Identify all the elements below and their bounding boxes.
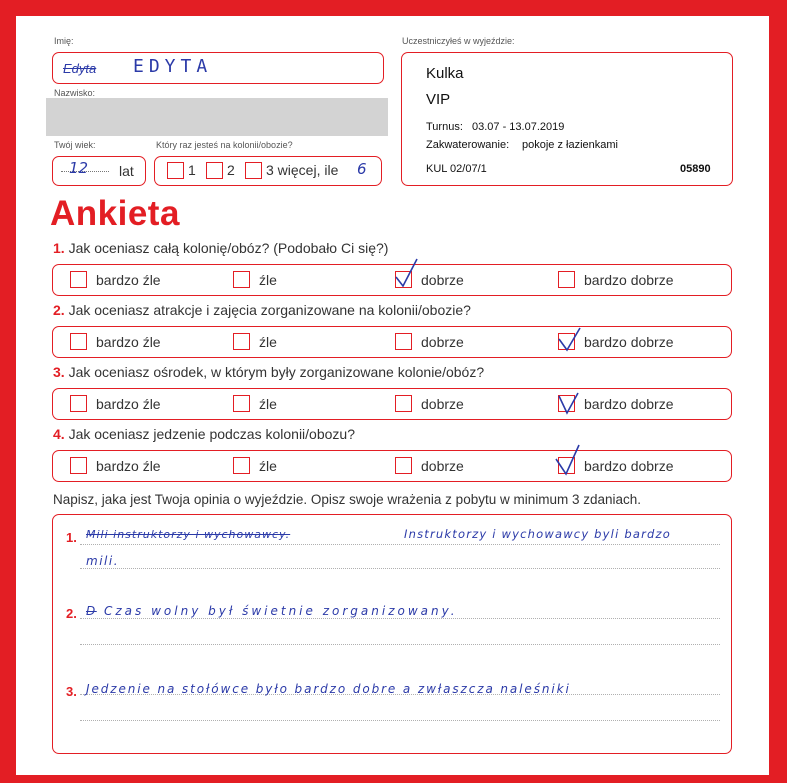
answer-3-number: 3. (66, 684, 77, 699)
times-opt1: 1 (188, 162, 196, 178)
accommodation-value: pokoje z łazienkami (522, 139, 618, 151)
q1-option-label: dobrze (421, 272, 464, 288)
q1-option-label: źle (259, 272, 277, 288)
question-3-options (52, 388, 732, 420)
participant-label: Uczestniczyłeś w wyjeździe: (402, 36, 515, 46)
question-2-options (52, 326, 732, 358)
q3-option-label: dobrze (421, 396, 464, 412)
q4-option-label: dobrze (421, 458, 464, 474)
q4-checkbox-zle[interactable] (233, 457, 250, 474)
ruled-line (80, 644, 720, 645)
trip-name: Kulka (426, 65, 464, 82)
question-4: 4. Jak oceniasz jedzenie podczas kolonii/obozu? (53, 426, 355, 442)
times-checkbox-1[interactable] (167, 162, 184, 179)
q1-checkbox-bardzo-zle[interactable] (70, 271, 87, 288)
q3-checkbox-dobrze[interactable] (395, 395, 412, 412)
q2-option-label: bardzo źle (96, 334, 161, 350)
q2-option-label: źle (259, 334, 277, 350)
question-4-options (52, 450, 732, 482)
times-checkbox-3[interactable] (245, 162, 262, 179)
q3-option-label: bardzo dobrze (584, 396, 674, 412)
q3-option-label: źle (259, 396, 277, 412)
surname-redacted (46, 98, 388, 136)
q1-option-label: bardzo dobrze (584, 272, 674, 288)
trip-number: 05890 (680, 163, 711, 175)
q1-option-label: bardzo źle (96, 272, 161, 288)
q4-option-label: źle (259, 458, 277, 474)
q2-checkbox-bardzo-zle[interactable] (70, 333, 87, 350)
q2-check-mark (556, 325, 582, 353)
question-1-options (52, 264, 732, 296)
surname-label: Nazwisko: (54, 88, 96, 98)
trip-code: KUL 02/07/1 (426, 163, 487, 175)
answer-2-crossed: D (86, 604, 97, 618)
answer-1-crossed: Mili instruktorzy i wychowawcy. (86, 528, 291, 541)
name-crossed: Edyta (63, 61, 97, 76)
q3-checkbox-zle[interactable] (233, 395, 250, 412)
name-field[interactable] (52, 52, 384, 84)
ruled-line (80, 618, 720, 619)
q3-checkbox-bardzo-zle[interactable] (70, 395, 87, 412)
q1-checkbox-bardzo-dobrze[interactable] (558, 271, 575, 288)
name-label: Imię: (54, 36, 74, 46)
q4-check-mark (553, 443, 583, 477)
times-label: Który raz jesteś na kolonii/obozie? (156, 140, 293, 150)
q4-option-label: bardzo dobrze (584, 458, 674, 474)
answer-1-line1: Instruktorzy i wychowawcy byli bardzo (404, 527, 671, 541)
name-value: EDYTA (133, 56, 213, 77)
age-value: 12 (69, 159, 89, 177)
answer-2-line1: Czas wolny był świetnie zorganizowany. (104, 604, 458, 618)
q2-option-label: dobrze (421, 334, 464, 350)
q1-check-mark (393, 257, 419, 289)
trip-type: VIP (426, 91, 451, 108)
question-3: 3. Jak oceniasz ośrodek, w którym były zorganizowane kolonie/obóz? (53, 364, 485, 380)
survey-title: Ankieta (50, 194, 180, 233)
times-count: 6 (357, 160, 367, 178)
q4-checkbox-bardzo-zle[interactable] (70, 457, 87, 474)
opinion-prompt: Napisz, jaka jest Twoja opinia o wyjeździe. Opisz swoje wrażenia z pobytu w minimum 3 zdaniach. (53, 492, 642, 507)
age-label: Twój wiek: (54, 140, 96, 150)
accommodation-label: Zakwaterowanie: (426, 139, 510, 151)
times-opt2: 2 (227, 162, 235, 178)
age-unit: lat (119, 163, 134, 179)
q4-option-label: bardzo źle (96, 458, 161, 474)
question-2: 2. Jak oceniasz atrakcje i zajęcia zorganizowane na kolonii/obozie? (53, 302, 471, 318)
q4-checkbox-dobrze[interactable] (395, 457, 412, 474)
q3-option-label: bardzo źle (96, 396, 161, 412)
answer-1-number: 1. (66, 530, 77, 545)
times-opt3: 3 więcej, ile (266, 162, 339, 178)
opinion-box[interactable] (52, 514, 732, 754)
answer-3-line1: Jedzenie na stołówce było bardzo dobre a zwłaszcza naleśniki (86, 682, 571, 696)
q2-checkbox-zle[interactable] (233, 333, 250, 350)
turnus-label: Turnus: (426, 121, 463, 133)
times-field (154, 156, 382, 186)
q3-check-mark (556, 390, 582, 416)
times-checkbox-2[interactable] (206, 162, 223, 179)
turnus-value: 03.07 - 13.07.2019 (472, 121, 565, 133)
answer-2-number: 2. (66, 606, 77, 621)
ruled-line (80, 720, 720, 721)
ruled-line (80, 568, 720, 569)
q2-option-label: bardzo dobrze (584, 334, 674, 350)
q1-checkbox-zle[interactable] (233, 271, 250, 288)
question-1: 1. Jak oceniasz całą kolonię/obóz? (Podobało Ci się?) (53, 240, 389, 256)
ruled-line (80, 544, 720, 545)
answer-1-line2: mili. (86, 554, 120, 568)
age-field[interactable] (52, 156, 146, 186)
trip-info-box (401, 52, 733, 186)
q2-checkbox-dobrze[interactable] (395, 333, 412, 350)
